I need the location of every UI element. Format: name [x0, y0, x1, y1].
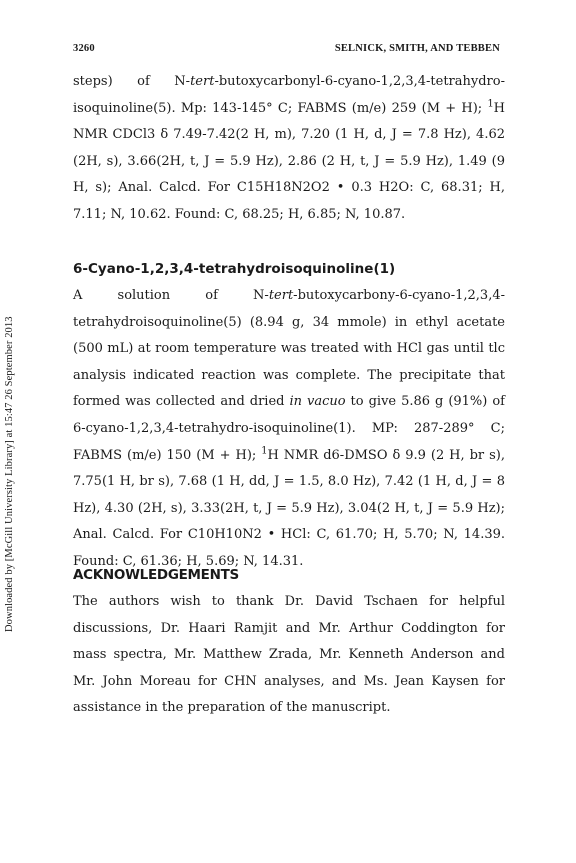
acknowledgements-section: [73, 567, 505, 722]
page-number: 3260: [73, 43, 95, 54]
running-authors: SELNICK, SMITH, AND TEBBEN: [334, 43, 500, 54]
compound-1-procedure: A solution of N-tert-butoxycarbony-6-cyano-1,2,3,4-tetrahydroisoquinoline(5) (8.94 g, 34 mmole) in ethyl acetate (500 mL) at room temperature was treated with HCl gas until tlc analysis indicated reaction was complete. The precipitate that formed was collected and dried in vacuo to give 5.86 g (91%) of 6-cyano-1,2,3,4-tetrahydro-isoquinoline(1). MP: 287-289° C; FABMS (m/e) 150 (M + H); $^1$H NMR d6-DMSO δ 9.9 (2 H, br s), 7.75(1 H, br s), 7.68 (1 H, dd, J = 1.5, 8.0 Hz), 7.42 (1 H, d, J = 8 Hz), 4.30 (2H, s), 3.33(2H, t, J = 5.9 Hz), 3.04(2 H, t, J = 5.9 Hz); Anal. Calcd. For C10H10N2 • HCl: C, 61.70; H, 5.70; N, 14.39. Found: C, 61.36; H, 5.69; N, 14.31.: [73, 288, 505, 569]
compound-1-section: [73, 261, 505, 576]
acknowledgements-text: The authors wish to thank Dr. David Tschaen for helpful discussions, Dr. Haari Ramjit and Mr. Arthur Coddington for mass spectra, Mr. Matthew Zrada, Mr. Kenneth Anderson and Mr. John Moreau for CHN analyses, and Ms. Jean Kaysen for assistance in the preparation of the manuscript.: [73, 594, 505, 716]
acknowledgements-heading: ACKNOWLEDGEMENTS: [73, 567, 239, 583]
section-heading: 6-Cyano-1,2,3,4-tetrahydroisoquinoline(1): [73, 261, 396, 277]
experimental-continuation: [73, 69, 505, 229]
download-watermark: Downloaded by [McGill University Library] at 15:47 26 September 2013: [4, 316, 15, 632]
compound-5-data: steps) of N-tert-butoxycarbonyl-6-cyano-1,2,3,4-tetrahydro-isoquinoline(5). Mp: 143-145° C; FABMS (m/e) 259 (M + H); $^1$H NMR CDCl3 δ 7.49-7.42(2 H, m), 7.20 (1 H, d, J = 7.8 Hz), 4.62 (2H, s), 3.66(2H, t, J = 5.9 Hz), 2.86 (2 H, t, J = 5.9 Hz), 1.49 (9 H, s); Anal. Calcd. For C15H18N2O2 • 0.3 H2O: C, 68.31; H, 7.11; N, 10.62. Found: C, 68.25; H, 6.85; N, 10.87.: [73, 74, 505, 222]
running-header: [73, 43, 500, 59]
